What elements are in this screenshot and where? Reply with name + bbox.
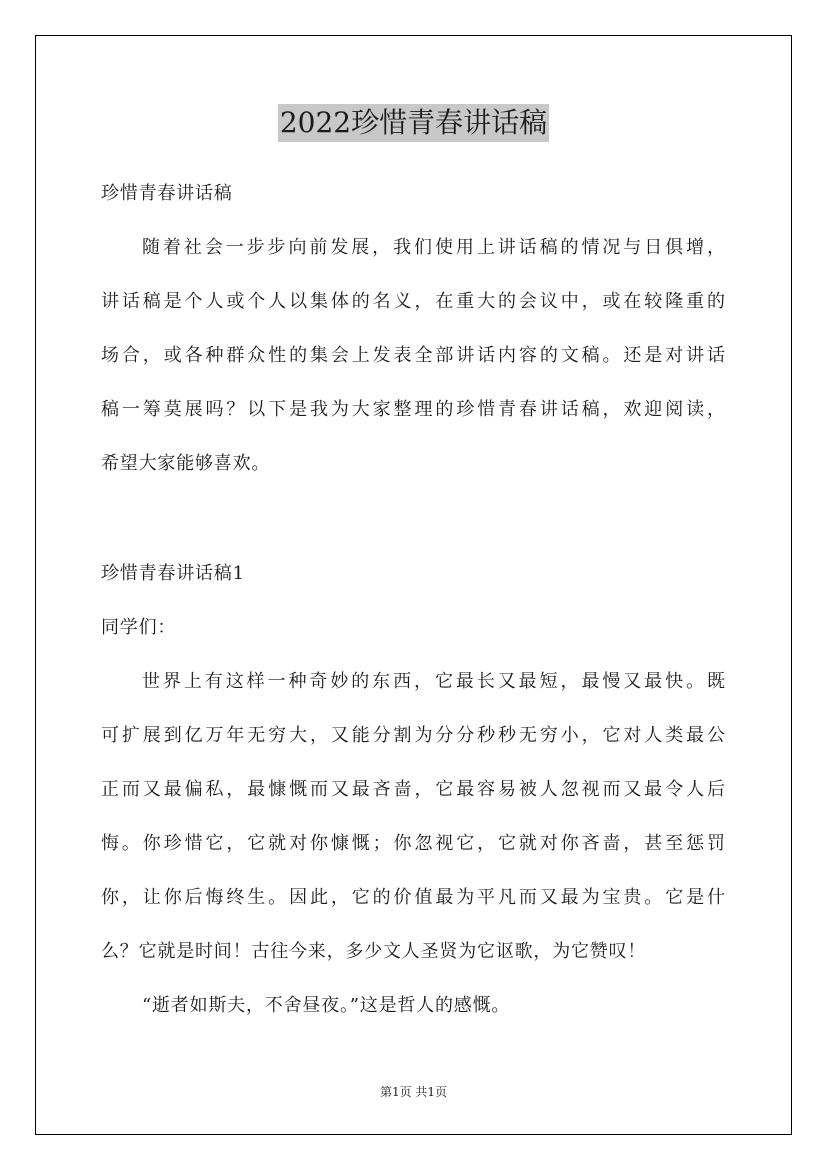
body-paragraph-line: 正而又最偏私，最慷慨而又最吝啬，它最容易被人忽视而又最令人后	[101, 779, 725, 800]
body-paragraph-line: 世界上有这样一种奇妙的东西，它最长又最短，最慢又最快。既	[142, 671, 725, 692]
intro-paragraph-line: 希望大家能够喜欢。	[101, 453, 271, 474]
section-heading: 珍惜青春讲话稿1	[101, 563, 245, 584]
body-paragraph-line: 悔。你珍惜它，它就对你慷慨；你忽视它，它就对你吝啬，甚至惩罚	[101, 833, 725, 854]
document-title: 2022珍惜青春讲话稿	[278, 104, 549, 142]
intro-paragraph-line: 稿一筹莫展吗？以下是我为大家整理的珍惜青春讲话稿，欢迎阅读，	[101, 399, 725, 420]
intro-paragraph-line: 随着社会一步步向前发展，我们使用上讲话稿的情况与日俱增，	[142, 237, 725, 258]
quote-line: “逝者如斯夫，不舍昼夜。”这是哲人的感慨。	[142, 995, 511, 1016]
title-container	[0, 104, 827, 142]
body-paragraph-line: 你，让你后悔终生。因此，它的价值最为平凡而又最为宝贵。它是什	[101, 887, 725, 908]
document-subtitle: 珍惜青春讲话稿	[101, 183, 233, 204]
body-paragraph-line: 可扩展到亿万年无穷大，又能分割为分分秒秒无穷小，它对人类最公	[101, 725, 725, 746]
intro-paragraph-line: 场合，或各种群众性的集会上发表全部讲话内容的文稿。还是对讲话	[101, 345, 725, 366]
body-paragraph-line: 么？它就是时间！古往今来，多少文人圣贤为它讴歌，为它赞叹！	[101, 941, 647, 962]
page-number-footer: 第1页 共1页	[379, 1085, 448, 1099]
intro-paragraph-line: 讲话稿是个人或个人以集体的名义，在重大的会议中，或在较隆重的	[101, 291, 725, 312]
greeting: 同学们：	[101, 617, 177, 638]
